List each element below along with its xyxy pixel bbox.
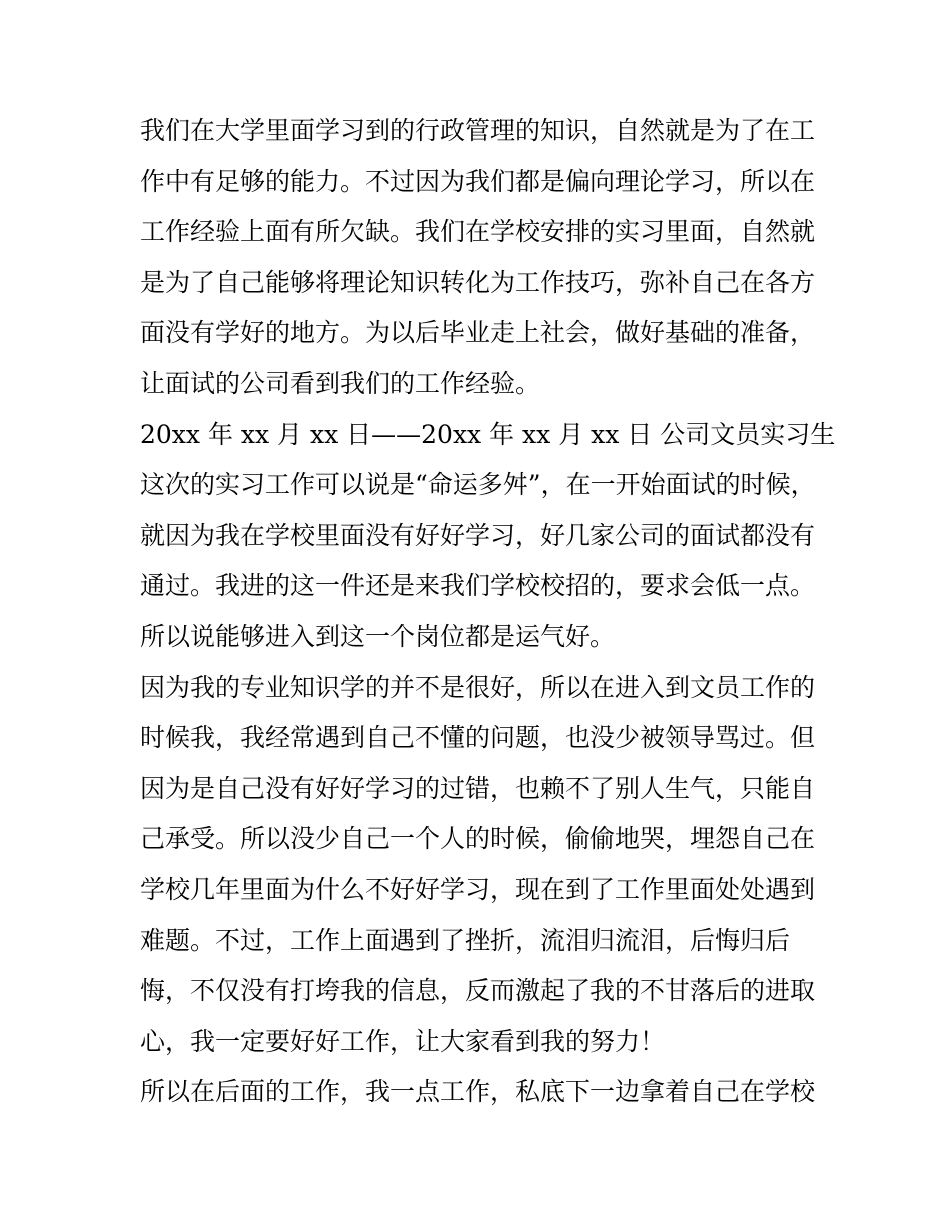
text-line: 所以说能够进入到这一个岗位都是运气好。 xyxy=(140,621,616,651)
text-line: 就因为我在学校里面没有好好学习，好几家公司的面试都没有 xyxy=(140,520,816,550)
text-line: 心，我一定要好好工作，让大家看到我的努力！ xyxy=(140,1026,666,1056)
text-line: 因为我的专业知识学的并不是很好，所以在进入到文员工作的 xyxy=(140,672,816,702)
text-line: 通过。我进的这一件还是来我们学校校招的，要求会低一点。 xyxy=(140,571,816,601)
text-line: 工作经验上面有所欠缺。我们在学校安排的实习里面，自然就 xyxy=(140,217,816,247)
text-line: 作中有足够的能力。不过因为我们都是偏向理论学习，所以在 xyxy=(140,166,816,196)
text-line: 难题。不过，工作上面遇到了挫折，流泪归流泪，后悔归后 xyxy=(140,925,791,955)
text-line: 面没有学好的地方。为以后毕业走上社会，做好基础的准备， xyxy=(140,318,816,348)
text-line: 学校几年里面为什么不好好学习，现在到了工作里面处处遇到 xyxy=(140,874,816,904)
text-line: 己承受。所以没少自己一个人的时候，偷偷地哭，埋怨自己在 xyxy=(140,824,816,854)
document-body xyxy=(140,106,836,1118)
text-line: 让面试的公司看到我们的工作经验。 xyxy=(140,368,541,398)
text-line: 因为是自己没有好好学习的过错，也赖不了别人生气，只能自 xyxy=(140,773,816,803)
text-line: 这次的实习工作可以说是“命运多舛”，在一开始面试的时候， xyxy=(140,470,816,500)
text-line: 悔，不仅没有打垮我的信息，反而激起了我的不甘落后的进取 xyxy=(140,976,816,1006)
text-line: 我们在大学里面学习到的行政管理的知识，自然就是为了在工 xyxy=(140,116,816,145)
date-range-line: 20xx 年 xx 月 xx 日——20xx 年 xx 月 xx 日 公司文员实习生 xyxy=(140,419,836,449)
text-line: 所以在后面的工作，我一点工作，私底下一边拿着自己在学校 xyxy=(140,1077,816,1107)
text-line: 是为了自己能够将理论知识转化为工作技巧，弥补自己在各方 xyxy=(140,267,816,297)
text-line: 时候我，我经常遇到自己不懂的问题，也没少被领导骂过。但 xyxy=(140,723,816,753)
